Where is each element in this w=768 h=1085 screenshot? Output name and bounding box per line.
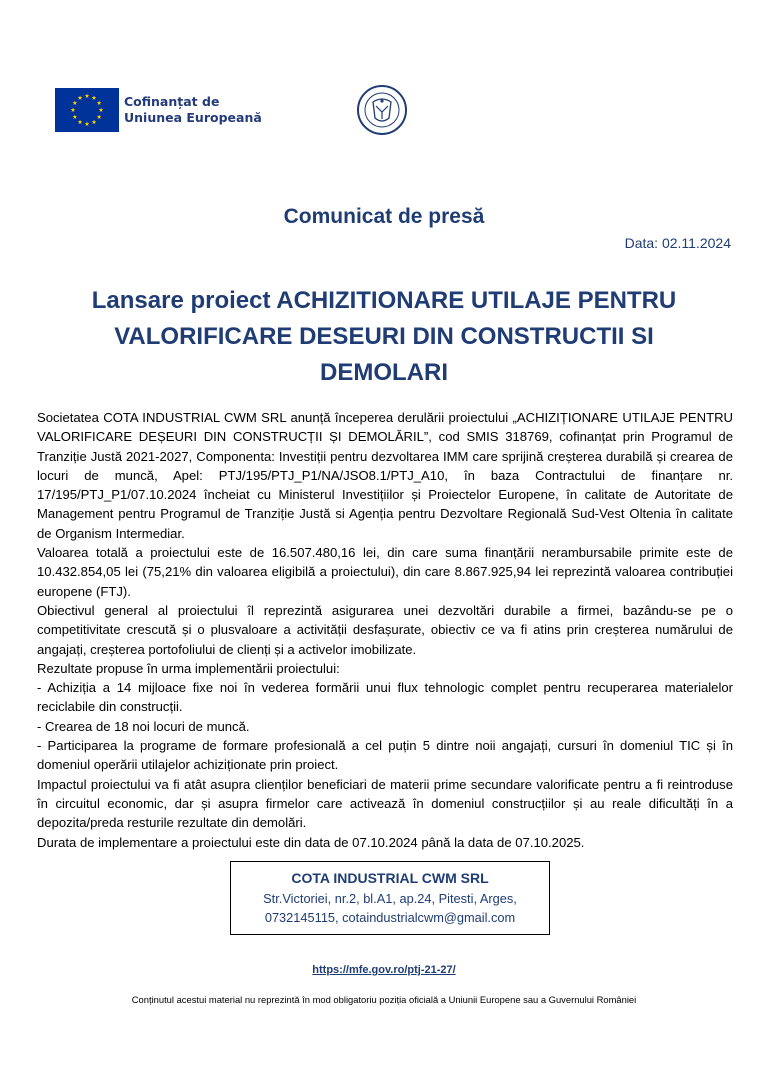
press-release-heading: Comunicat de presă [283,205,485,228]
eu-flag-icon [55,88,119,132]
eu-cofinancing-label [124,94,262,126]
header [55,88,715,138]
paragraph-duration: Durata de implementare a proiectului este din data de 07.10.2024 până la data de 07.10.2025. [37,834,585,850]
program-link[interactable]: https://mfe.gov.ro/ptj-21-27/ [312,964,456,976]
disclaimer: Conținutul acestui material nu reprezintă în mod obligatoriu poziția oficială a Uniunii Europene sau a Guvernului României [131,994,637,1005]
contact-phone-email[interactable]: 0732145115, cotaindustrialcwm@gmail.com [264,910,516,925]
release-date: Data: 02.11.2024 [624,235,731,251]
paragraph-intro: Societatea COTA INDUSTRIAL CWM SRL anunță începerea derulării proiectului „ACHIZIȚIONARE UTILAJE PENTRU VALORIFICARE DEȘEURI DIN CONSTRUCȚII ȘI DEMOLĂRIL”, cod SMIS 318769, cofinanțat prin Programul de Tranziție Justă 2021-2027, Componenta: Investiții pentru dezvoltarea IMM care sprijină creșterea durabilă și crearea de locuri de muncă, Apel: PTJ/195/PTJ_P1/NA/JSO8.1/PTJ_A10, în baza Contractului de finanțare nr. 17/195/PTJ_P1/07.10.2024 încheiat cu Ministerul Investițiilor și Proiectelor Europene, în calitate de Autoritate de Management pentru Programul de Tranziție Justă si Agenția pentru Dezvoltare Regională Sud-Vest Oltenia în calitate de Organism Intermediar. [37,410,733,541]
eu-text-line1: Cofinanțat de [124,94,220,109]
result-item-jobs: - Crearea de 18 noi locuri de muncă. [37,718,250,734]
eu-text-line2: Uniunea Europeană [124,110,262,125]
press-release-body [37,408,733,852]
contact-address: Str.Victoriei, nr.2, bl.A1, ap.24, Pitesti, Arges, [263,891,517,906]
romanian-government-seal-icon [355,82,409,138]
project-title: Lansare proiect ACHIZITIONARE UTILAJE PENTRU VALORIFICARE DESEURI DIN CONSTRUCTII SI DEMOLARI [91,287,677,386]
paragraph-impact: Impactul proiectului va fi atât asupra clienților beneficiari de materii prime secundare valorificate pentru a fi reintroduse în circuitul economic, dar și asupra firmelor care activează în domeniul construcțiilor și au reale dificultăți în a depozita/preda resturile rezultate din demolări. [37,776,733,831]
result-item-training: - Participarea la programe de formare profesională a cel puțin 5 dintre noii angajați, cursuri în domeniul TIC și în domeniul operării utilajelor achiziționate prin proiect. [37,738,733,773]
contact-company: COTA INDUSTRIAL CWM SRL [291,870,489,886]
contact-box [230,861,550,935]
result-item-acquisition: - Achiziția a 14 mijloace fixe noi în vederea formării unui flux tehnologic complet pentru recuperarea materialelor reciclabile din construcții. [37,680,733,715]
paragraph-value: Valoarea totală a proiectului este de 16.507.480,16 lei, din care suma finanțării nerambursabile primite este de 10.432.854,05 lei (75,21% din valoarea eligibilă a proiectului), din care 8.867.925,94 lei reprezintă valoarea contribuției europene (FTJ). [37,545,733,599]
paragraph-objective: Obiectivul general al proiectului îl reprezintă asigurarea unei dezvoltări durabile a firmei, bazându-se pe o competitivitate crescută și o plusvaloare a activității desfașurate, obiectiv ce va fi atins prin creșterea numărului de angajați, creșterea portofoliului de clienți și a activelor imobilizate. [37,602,733,657]
paragraph-results-heading: Rezultate propuse în urma implementării proiectului: [37,660,340,676]
